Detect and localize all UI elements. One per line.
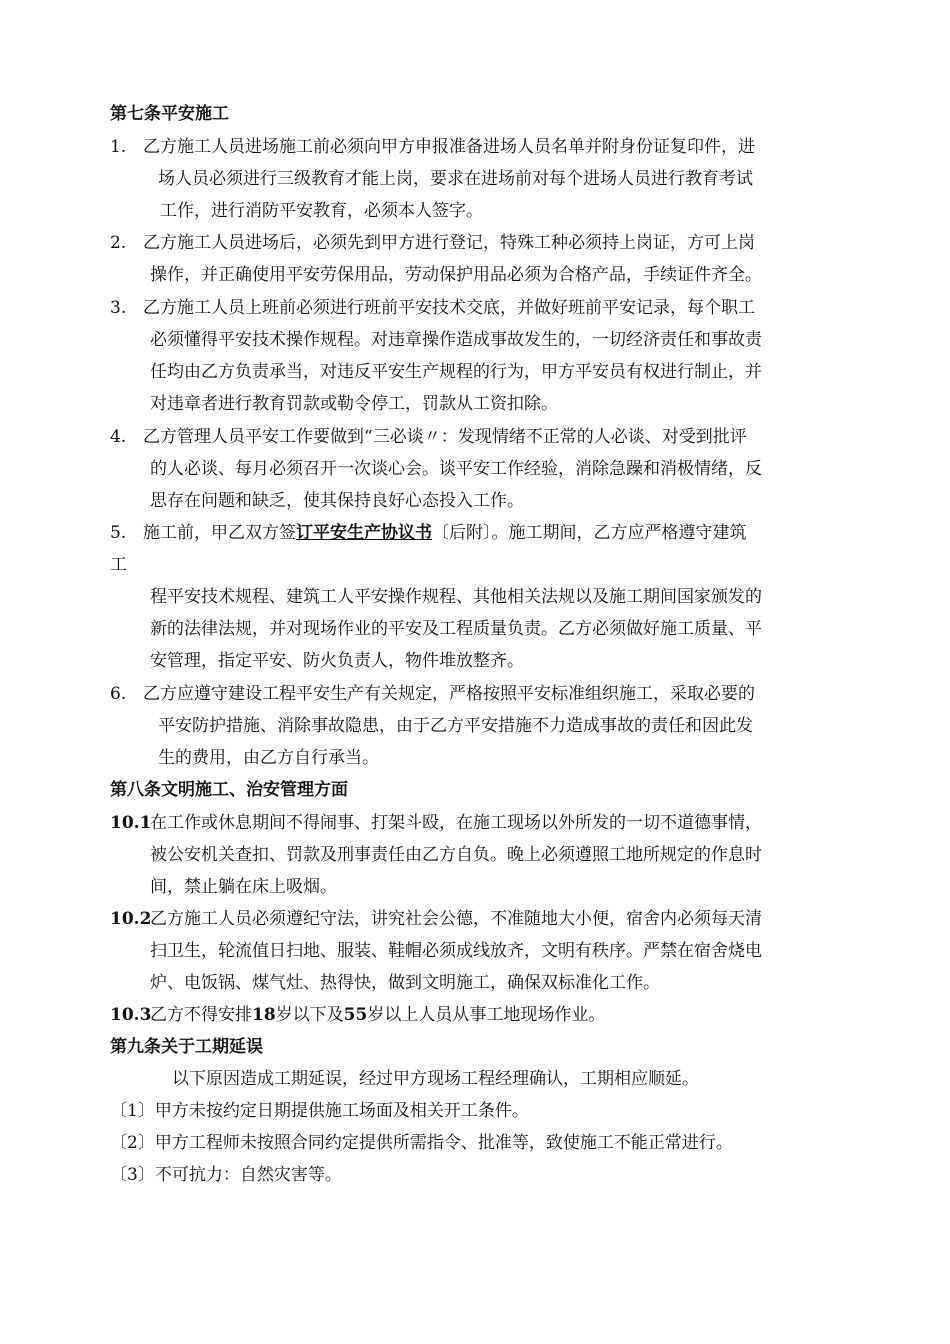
section-8-title: 第八条文明施工、治安管理方面 — [110, 780, 348, 800]
paragraph-line: 平安防护措施、消除事故隐患，由于乙方平安措施不力造成事故的责任和因此发 — [158, 716, 753, 736]
text-run: 岁以上人员从事工地现场作业。 — [367, 1005, 606, 1025]
paragraph-line: 被公安机关查扣、罚款及刑事责任由乙方自负。晚上必须遵照工地所规定的作息时 — [150, 845, 762, 865]
paragraph-line: 生的费用，由乙方自行承当。 — [158, 748, 379, 768]
paragraph-line: 的人必谈、每月必须召开一次谈心会。谈平安工作经验，消除急躁和消极情绪，反 — [150, 459, 762, 479]
age-value: 18 — [252, 1005, 276, 1025]
paragraph-line: 扫卫生，轮流值日扫地、服装、鞋帽必须成线放齐，文明有秩序。严禁在宿舍烧电 — [150, 941, 762, 961]
paragraph-line: 乙方施工人员上班前必须进行班前平安技术交底，并做好班前平安记录，每个职工 — [143, 298, 755, 318]
paragraph-line: 新的法律法规，并对现场作业的平安及工程质量负责。乙方必须做好施工质量、平 — [150, 619, 762, 639]
paragraph-line: 炉、电饭锅、煤气灶、热得快，做到文明施工，确保双标准化工作。 — [150, 973, 660, 993]
paragraph-line: 间，禁止躺在床上吸烟。 — [150, 877, 337, 897]
paragraph-line: 任均由乙方负责承当，对违反平安生产规程的行为，甲方平安员有权进行制止，并 — [150, 362, 762, 382]
paragraph-line: 思存在问题和缺乏，使其保持良好心态投入工作。 — [150, 491, 524, 511]
item-number: 1. — [110, 137, 127, 157]
item-number: 10.3 — [110, 1005, 152, 1025]
text-run: 乙方不得安排 — [150, 1005, 252, 1025]
paragraph-line: 乙方应遵守建设工程平安生产有关规定，严格按照平安标准组织施工，采取必要的 — [143, 684, 755, 704]
item-number: 2. — [110, 233, 127, 253]
paragraph-line: 以下原因造成工期延误，经过甲方现场工程经理确认，工期相应顺延。 — [172, 1069, 699, 1089]
item-number: 3. — [110, 298, 127, 318]
paragraph-line — [143, 522, 747, 544]
item-number: 5. — [110, 523, 127, 543]
item-number: 10.1 — [110, 813, 152, 833]
list-item: 〔1〕甲方未按约定日期提供施工场面及相关开工条件。 — [110, 1101, 529, 1121]
paragraph-line: 操作，并正确使用平安劳保用品，劳动保护用品必须为合格产品，手续证件齐全。 — [150, 265, 762, 285]
item-number: 10.2 — [110, 909, 152, 929]
section-9-title: 第九条关于工期延误 — [110, 1037, 263, 1057]
item-number: 6. — [110, 684, 127, 704]
agreement-link-text: 订平安生产协议书 — [296, 523, 432, 543]
text-run: 施工前，甲乙双方签 — [143, 523, 296, 543]
age-value: 55 — [343, 1005, 368, 1025]
section-7-title: 第七条平安施工 — [110, 104, 229, 124]
paragraph-line: 乙方管理人员平安工作要做到“三必谈〃：发现情绪不正常的人必谈、对受到批评 — [143, 427, 747, 447]
paragraph-line: 必须懂得平安技术操作规程。对违章操作造成事故发生的，一切经济责任和事故责 — [150, 330, 762, 350]
paragraph-line — [150, 1004, 605, 1026]
paragraph-line: 在工作或休息期间不得闹事、打架斗殴，在施工现场以外所发的一切不道德事情， — [150, 813, 762, 833]
text-run: 〔后附〕。施工期间，乙方应严格遵守建筑 — [432, 523, 747, 543]
paragraph-line: 程平安技术规程、建筑工人平安操作规程、其他相关法规以及施工期间国家颁发的 — [150, 587, 762, 607]
paragraph-line: 工作，进行消防平安教育，必须本人签字。 — [160, 201, 483, 221]
list-item: 〔3〕不可抗力：自然灾害等。 — [110, 1165, 342, 1185]
paragraph-line: 乙方施工人员进场施工前必须向甲方申报准备进场人员名单并附身份证复印件，进 — [143, 137, 755, 157]
paragraph-line: 安管理，指定平安、防火负责人，物件堆放整齐。 — [150, 651, 524, 671]
item-number: 4. — [110, 427, 127, 447]
paragraph-line: 乙方施工人员必须遵纪守法，讲究社会公德，不准随地大小便，宿舍内必须每天清 — [150, 909, 762, 929]
text-run: 岁以下及 — [275, 1005, 344, 1025]
paragraph-line: 乙方施工人员进场后，必须先到甲方进行登记，特殊工种必须持上岗证，方可上岗 — [143, 233, 755, 253]
list-item: 〔2〕甲方工程师未按照合同约定提供所需指令、批准等，致使施工不能正常进行。 — [110, 1133, 733, 1153]
paragraph-line: 工 — [110, 555, 127, 575]
paragraph-line: 场人员必须进行三级教育才能上岗，要求在进场前对每个进场人员进行教育考试 — [158, 169, 753, 189]
paragraph-line: 对违章者进行教育罚款或勒令停工，罚款从工资扣除。 — [150, 394, 558, 414]
